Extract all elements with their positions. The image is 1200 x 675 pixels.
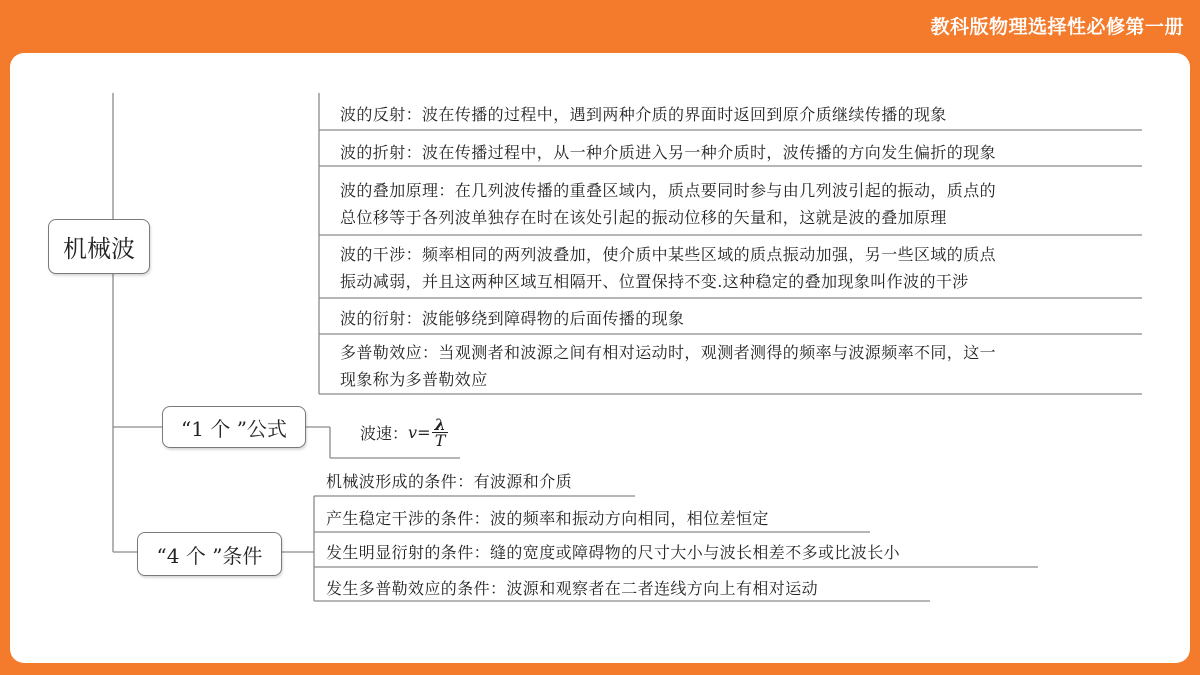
phenomenon-line: 总位移等于各列波单独存在时在该处引起的振动位移的矢量和，这就是波的叠加原理 xyxy=(340,208,947,227)
phenomenon-line: 波的干涉：频率相同的两列波叠加，使介质中某些区域的质点振动加强，另一些区域的质点 xyxy=(340,245,997,264)
phenomenon-reflection xyxy=(340,101,947,128)
root-node xyxy=(48,219,150,274)
phenomenon-diffraction xyxy=(340,305,684,332)
formula-variable: v xyxy=(408,423,418,442)
condition-item: 发生多普勒效应的条件：波源和观察者在二者连线方向上有相对运动 xyxy=(326,579,819,598)
phenomenon-line: 现象称为多普勒效应 xyxy=(340,370,488,389)
root-label: 机械波 xyxy=(63,235,135,263)
mind-map-card xyxy=(10,53,1190,663)
header-title: 教科版物理选择性必修第一册 xyxy=(930,16,1184,38)
formula-denominator: T xyxy=(434,431,446,450)
formula-equals: = xyxy=(417,423,431,442)
condition-item: 产生稳定干涉的条件：波的频率和振动方向相同，相位差恒定 xyxy=(326,509,769,528)
formula-branch-node xyxy=(162,406,306,448)
phenomenon-line: 波的折射：波在传播过程中，从一种介质进入另一种介质时，波传播的方向发生偏折的现象 xyxy=(340,143,997,162)
formula-numerator: λ xyxy=(434,415,446,434)
phenomenon-line: 波的衍射：波能够绕到障碍物的后面传播的现象 xyxy=(340,309,685,328)
formula-branch-label: “1 个 ”公式 xyxy=(181,416,287,441)
formula-fraction xyxy=(432,417,447,448)
conditions-branch-node xyxy=(137,532,282,576)
condition-item: 发生明显衍射的条件：缝的宽度或障碍物的尺寸大小与波长相差不多或比波长小 xyxy=(326,543,901,562)
phenomenon-doppler xyxy=(340,339,996,393)
phenomenon-interference xyxy=(340,241,996,295)
formula-label: 波速： xyxy=(360,424,409,443)
phenomenon-line: 波的反射：波在传播的过程中，遇到两种介质的界面时返回到原介质继续传播的现象 xyxy=(340,105,947,124)
phenomenon-line: 振动减弱，并且这两种区域互相隔开、位置保持不变.这种稳定的叠加现象叫作波的干涉 xyxy=(340,272,969,291)
phenomenon-refraction xyxy=(340,139,996,166)
phenomenon-line: 波的叠加原理：在几列波传播的重叠区域内，质点要同时参与由几列波引起的振动，质点的 xyxy=(340,181,997,200)
condition-item: 机械波形成的条件：有波源和介质 xyxy=(326,472,573,491)
conditions-branch-label: “4 个 ”条件 xyxy=(156,543,263,568)
phenomenon-superposition xyxy=(340,177,996,231)
phenomenon-line: 多普勒效应：当观测者和波源之间有相对运动时，观测者测得的频率与波源频率不同，这一 xyxy=(340,343,997,362)
wave-speed-formula xyxy=(360,417,448,448)
